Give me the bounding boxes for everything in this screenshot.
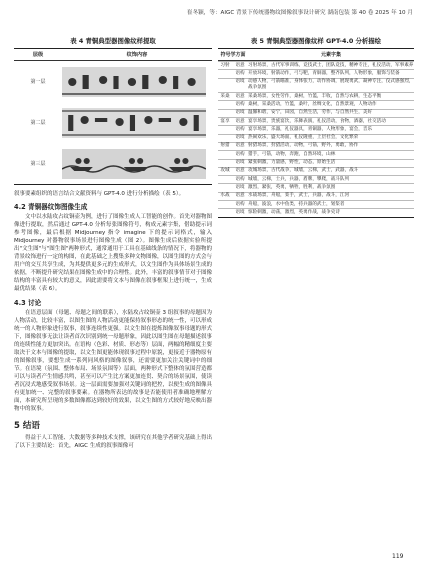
table5-row xyxy=(218,192,414,200)
table5-sub-label: 语意 xyxy=(235,143,245,149)
table4-level-label: 第一层 xyxy=(30,79,46,85)
table5-element-text: 水战场景，舟船，桨手，武士，兵器，战斗，江河 xyxy=(248,193,350,199)
table5-element-text: 开放环境，射箭动作，弓与靶，青铜器，整齐队列，人物形象，服饰与装备 xyxy=(248,70,400,76)
table5-sub-label: 语构 xyxy=(235,101,245,107)
section-heading-4-2: 4.2 青铜器纹饰图像生成 xyxy=(14,203,88,212)
table5-row xyxy=(218,117,414,125)
paragraph: 文中以水陆攻占纹铜壶为例，进行了图像生成人工智能的创作。首先对器物图像进行提取，然后通过 GPT-4.0 分析每张图像符号，构成元素字集，借助提示词参考图像，最后根据 Midjourney 指令 imagine 下的提示词格式，输入 Midjourney 对器物叙事场景进行图像生成（图 2）。图像生成后依据实验所提出"文生图"与"图生图"两种形式，通常通用于工具在基础线条的情况下，将器物的背景纹饰进行一定的构图，在此基础之上搜集多种文物图像，以图生图的方式会与用户的交互共享生成，为其提供更多元的生成形式，以文生图作为具体场景生成的依据，不断提升研究结果在图像生成中的合理性。此外，丰富的叙事情节对于图像结构的丰富具有较大的意义，因此需要将文本与图像在叙事框架上进行统一，生成最优结果（表 6）。 xyxy=(14,214,213,293)
table5-sub-label: 语意 xyxy=(235,93,245,99)
table5-group-label: 水战 xyxy=(220,193,230,199)
table5-element-text: 习射场景，古代军事训练，竞技武士，团队竞技，精神专注，礼仪活动，军事素养 xyxy=(248,62,414,68)
table5-sub-label: 语构 xyxy=(235,151,245,157)
table5-element-text: 热闹欢乐，盛大场面，礼仪隆重，上层社会，文化繁荣 xyxy=(248,135,359,141)
table5-sub-label: 语意 xyxy=(235,168,245,174)
table5-group-label xyxy=(218,110,232,116)
table4-row xyxy=(14,102,212,143)
table5-element-text: 惊险刺激，动荡，激烈，英勇作战，战争史诗 xyxy=(248,209,340,215)
table5-row xyxy=(218,134,414,142)
table5-group-label xyxy=(218,135,232,141)
table4-caption: 表 4 青铜典型器图像纹样提取 xyxy=(70,37,156,45)
table5-group-label xyxy=(218,177,232,183)
table5-group-label: 射猎 xyxy=(220,143,230,149)
table5-col-element: 元素字集 xyxy=(320,52,341,58)
table5-row xyxy=(218,208,414,216)
table5-element-text: 桑树，采桑活动，竹篮，桑叶，丝绸文化，自然景观，人物动作 xyxy=(248,101,377,107)
table4-level-label: 第三层 xyxy=(30,161,46,167)
paragraph: 叙事要素组织的语言结合文献资料与 GPT-4.0 进行分析描绘（表 5）。 xyxy=(14,191,185,197)
table5-element-text: 攻城场景，古代战争，城墙，云梯，武士，武器，战斗 xyxy=(248,168,359,174)
table5-sub-label: 语境 xyxy=(235,160,245,166)
table5-row xyxy=(218,167,414,175)
table5-row xyxy=(218,61,414,69)
table5-element-text: 猎手，弓箭，动物，奔跑，自然环境，山林 xyxy=(248,151,336,157)
table5-sub-label: 语意 xyxy=(235,193,245,199)
table5-col-symbol: 符号学方面 xyxy=(220,52,246,58)
table5-row xyxy=(218,175,414,183)
section-heading-4-3: 4.3 讨论 xyxy=(14,298,42,307)
pattern-image-band-2 xyxy=(62,108,206,138)
table5-sub-label: 语构 xyxy=(235,201,245,207)
table4-col-content: 纹饰内容 xyxy=(126,52,148,58)
table5-row xyxy=(218,142,414,150)
table4-header xyxy=(14,49,212,60)
table5-row xyxy=(218,100,414,108)
table5-sub-label: 语境 xyxy=(235,209,245,215)
table5-element-text: 城墙，云梯，士兵，兵器，盾牌，攀爬，战斗队列 xyxy=(248,176,350,182)
table5-element-text: 宴享场景，贵族宴饮，乐舞表演，礼仪活动，食物，酒器，社交活动 xyxy=(248,118,386,124)
table4-level-label: 第二层 xyxy=(30,120,46,126)
table5-row xyxy=(218,125,414,133)
table5-caption: 表 5 青铜典型器图像纹样 GPT-4.0 分析描绘 xyxy=(250,37,382,45)
table5-element-text: 紧张刺激，力量感，野性，动态，原始生活 xyxy=(248,160,336,166)
table5-group-label: 习射 xyxy=(220,62,230,68)
table5-sub-label: 语境 xyxy=(235,184,245,190)
table5-group-label xyxy=(218,152,232,158)
table5-group-label: 宴享 xyxy=(220,118,230,124)
table4-row xyxy=(14,61,212,102)
table5-sub-label: 语意 xyxy=(235,118,245,124)
left-column xyxy=(14,36,212,450)
right-column xyxy=(218,36,414,218)
table5-group-label xyxy=(218,210,232,216)
table5-element-text: 舟船，波浪，水中鱼类，持兵器的武士，划桨者 xyxy=(248,201,345,207)
paragraph: 在语意层面（母题、母题之间的联系），水陆攻占纹铜壶 3 组叙事的母题因为人物活动，比较丰富，以图生图的人物活动更能保持叙事形态的统一性，可以形成统一的人物形象进行叙事，叙事连续性更强。以文生图在提炼图像叙事母题的形式下，图像叙事无法让读者首次识别到统一母题形象，因此以图生图在母题描述叙事的连续性能力更加突出。在语构（色彩、材质、形态等）层面，两幅的精细度主要取决于文本与图像的提取，以文生图更能体现叙事过程中原貌，更接近于器物原有的图像叙事，要想生成一系列同风格的图像叙事，还需要更加关注关键词中的细节。在语境（氛围、整体布局、场景氛围等）层面，两种形式下整体的氛围营造都可以与读者产生情感共鸣，甚至可以产生比方案更加连贯、契合的场景氛围，使读者沉浸式地感受叙事场景。这一层面需要加强对关键词的把控，以便生成的图像具有更加统一、完整的叙事要素。在器物所表达的故事是否能使用者准确地理解方面，本研究所呈现的多数图像都达到较好的效果，以文生图的方式较好地反映出器物中的叙事。 xyxy=(14,309,213,413)
table5-row xyxy=(218,69,414,77)
table4-col-level: 层级 xyxy=(32,52,44,58)
table5-group-label xyxy=(218,202,232,208)
table5-element-text: 采桑场景，女性劳作，桑树，竹篮，丰收，自然与农耕，生态平衡 xyxy=(248,93,382,99)
table5-group-label xyxy=(218,71,232,77)
table5-group-label: 采桑 xyxy=(220,93,230,99)
table5-row xyxy=(218,109,414,117)
table5-element-text: 宴享场景，乐器，礼仪器具，青铜器，人物形象，宴会，音乐 xyxy=(248,126,373,132)
table4-row xyxy=(14,143,212,184)
table5-row xyxy=(218,92,414,100)
running-header: 崔冬颖，等：AIGC 背景下传统器物纹图像叙事设计研究 湖南包装 第 40 卷 2025 年 10 月 xyxy=(186,10,413,16)
table5-element-text: 温馨和谐，安宁，田园，自然生活，劳作，与自然共生，美好 xyxy=(248,110,373,116)
table5-row xyxy=(218,159,414,167)
table5-row xyxy=(218,78,414,93)
table5-header xyxy=(218,49,414,60)
table5-sub-label: 语构 xyxy=(235,176,245,182)
table5-row xyxy=(218,200,414,208)
pattern-image-band-3 xyxy=(62,149,206,179)
table5-sub-label: 语构 xyxy=(235,126,245,132)
table5-sub-label: 语境 xyxy=(235,79,245,85)
table5-group-label xyxy=(218,160,232,166)
table5-row xyxy=(218,183,414,191)
table5-group-label xyxy=(218,127,232,133)
paragraph: 得益于人工智能、大数据等多种技术支撑，该研究在其他学者研究基础上得出了以下主要结论：首先，AIGC 生成的叙事图像可 xyxy=(14,435,213,450)
table5-element-text: 射猎场景，狩猎活动，动物，弓箭，野外，勇敢，协作 xyxy=(248,143,359,149)
table5-row xyxy=(218,150,414,158)
table5-sub-label: 语意 xyxy=(235,62,245,68)
table5-body xyxy=(218,61,414,217)
table5-group-label xyxy=(218,185,232,191)
table5-element-text: 动感人物，弓箭瞄准，身体张力，动作协调，展现勇武，凝神专注，仪式感强烈，战争氛围 xyxy=(248,79,414,91)
table5-sub-label: 语境 xyxy=(235,110,245,116)
table5-element-text: 激烈，紧张，英勇，牺牲，胜利，战争氛围 xyxy=(248,184,336,190)
table5-group-label xyxy=(218,79,232,92)
table5-sub-label: 语境 xyxy=(235,135,245,141)
table5-group-label: 攻城 xyxy=(220,168,230,174)
section-heading-5: 5 结语 xyxy=(14,421,40,432)
page-number: 119 xyxy=(392,553,404,560)
table5-group-label xyxy=(218,102,232,108)
pattern-image-band-1 xyxy=(62,67,206,97)
table5-sub-label: 语构 xyxy=(235,70,245,76)
